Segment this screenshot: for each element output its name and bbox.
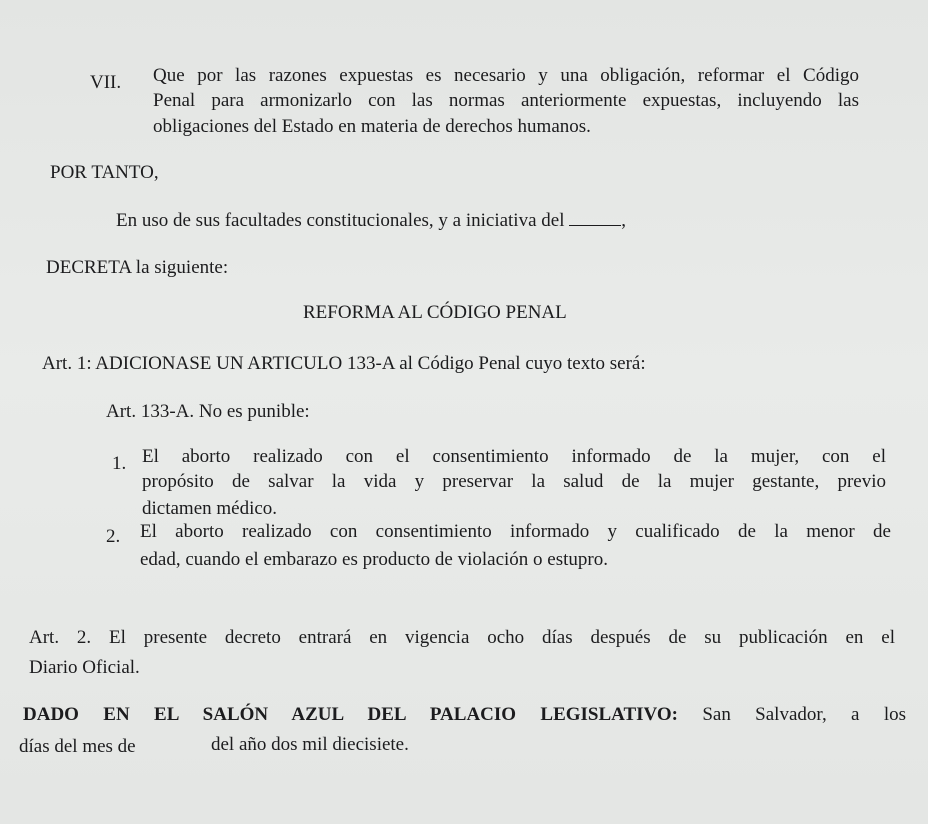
- dado-rest: San Salvador, a los: [678, 704, 907, 725]
- dado-line-2a: días del mes de: [19, 736, 136, 757]
- item-2-number: 2.: [106, 526, 121, 547]
- article-2-line-1: Art. 2. El presente decreto entrará en vigencia ocho días después de su publicación en el: [29, 627, 895, 648]
- item-1-line-3: dictamen médico.: [142, 498, 278, 519]
- decreta: DECRETA la siguiente:: [46, 257, 229, 278]
- clause-vii-line-2: Penal para armonizarlo con las normas anteriormente expuestas, incluyendo las: [153, 90, 859, 111]
- uso-facultades-comma: ,: [621, 210, 626, 231]
- article-2-line-2: Diario Oficial.: [29, 657, 140, 678]
- reform-title: REFORMA AL CÓDIGO PENAL: [303, 302, 567, 323]
- clause-number: VII.: [90, 72, 122, 93]
- item-2-line-1: El aborto realizado con consentimiento informado y cualificado de la menor de: [140, 521, 891, 542]
- item-2-line-2: edad, cuando el embarazo es producto de violación o estupro.: [140, 549, 608, 570]
- article-133a-heading: Art. 133-A. No es punible:: [106, 401, 310, 422]
- initiative-blank: [569, 211, 621, 226]
- uso-facultades: [116, 210, 626, 232]
- clause-vii-line-1: Que por las razones expuestas es necesario y una obligación, reformar el Código: [153, 65, 859, 86]
- dado-line-1: [23, 704, 906, 726]
- item-1-line-2: propósito de salvar la vida y preservar la salud de la mujer gestante, previo: [142, 471, 886, 492]
- por-tanto: POR TANTO,: [50, 162, 159, 183]
- dado-line-2b: del año dos mil diecisiete.: [211, 734, 409, 755]
- dado-bold: DADO EN EL SALÓN AZUL DEL PALACIO LEGISLATIVO:: [23, 704, 678, 725]
- item-1-number: 1.: [112, 453, 127, 474]
- article-1: Art. 1: ADICIONASE UN ARTICULO 133-A al Código Penal cuyo texto será:: [42, 353, 646, 374]
- item-1-line-1: El aborto realizado con el consentimiento informado de la mujer, con el: [142, 446, 886, 467]
- clause-vii-line-3: obligaciones del Estado en materia de derechos humanos.: [153, 116, 591, 137]
- uso-facultades-text: En uso de sus facultades constitucionales, y a iniciativa del: [116, 210, 565, 231]
